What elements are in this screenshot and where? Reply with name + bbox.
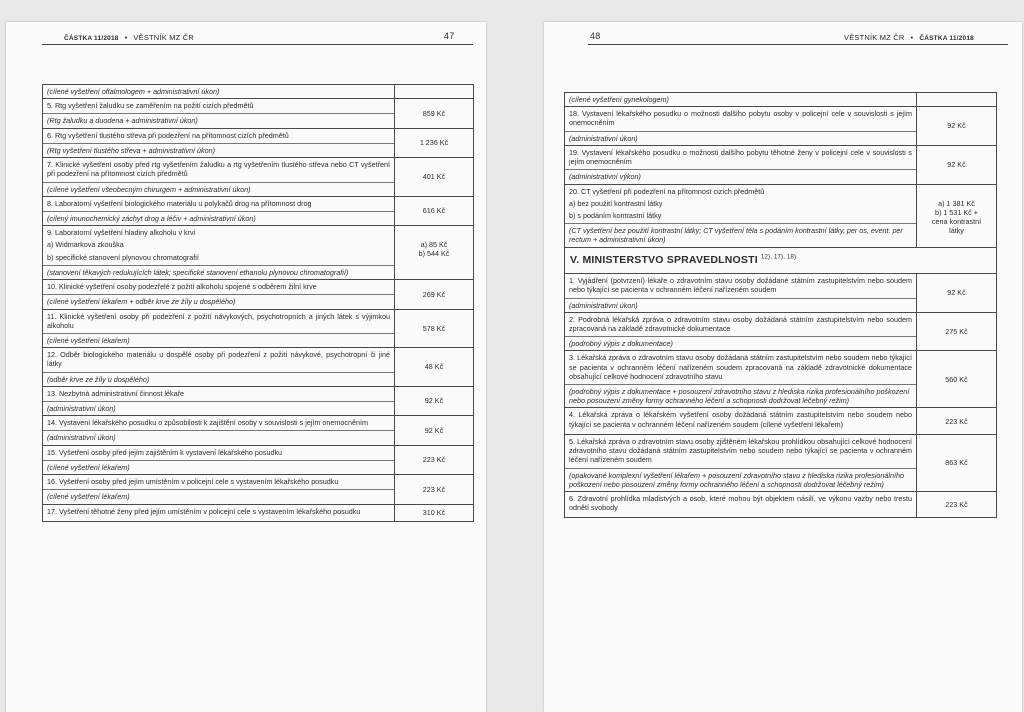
service-description	[43, 99, 395, 128]
service-text: 17. Vyšetření těhotné ženy před jejím umístěním v policejní cele s vystavením lékařského posudku	[47, 506, 361, 516]
journal-title: VĚSTNÍK MZ ČR	[133, 33, 194, 42]
table-row	[43, 386, 474, 415]
service-text: 9. Laboratorní vyšetření hladiny alkoholu v krvi	[47, 228, 196, 238]
service-text: 14. Vystavení lékařského posudku o způsobilosti k zajištění osoby v souvislosti s jejím onemocněním	[47, 418, 368, 428]
service-text: 13. Nezbytná administrativní činnost lékaře	[47, 388, 185, 398]
service-note: (cílený imunochemický záchyt drog a léčiv + administrativní úkon)	[43, 211, 394, 223]
table-row	[565, 351, 997, 408]
service-description	[565, 93, 917, 107]
service-text: b) s podáním kontrastní látky	[569, 210, 662, 220]
table-row	[565, 312, 997, 351]
service-price	[917, 93, 997, 107]
service-text: 11. Klinické vyšetření osoby při podezření z požití návykových, psychotropních a jiných látek s výjimkou alkoholu	[47, 311, 390, 330]
service-price: 223 Kč	[395, 445, 474, 474]
service-text: 16. Vyšetření osoby před jejím umístěním v policejní cele s vystavením lékařského posudku	[47, 477, 339, 487]
service-text: 6. Rtg vyšetření tlustého střeva při podezření na přítomnost cizích předmětů	[47, 130, 289, 140]
service-text: 7. Klinické vyšetření osoby před rtg vyšetřením žaludku a rtg vyšetřením tlustého střeva nebo CT vyšetření při podezření na přítomnost cizích předmětů	[47, 160, 390, 179]
service-text: 3. Lékařská zpráva o zdravotním stavu osoby dožádaná státním zastupitelstvím nebo soudem nebo týkající se pacienta v ochranném léčení nařízeném soudem zpracovaná na základě zdravotnické dokumentace obsahující celkové hodnocení zdravotního stavu	[569, 353, 912, 381]
service-text: 2. Podrobná lékařská zpráva o zdravotním stavu osoby dožádaná státním zastupitelstvím nebo soudem zpracovaná na základě zdravotnické dokumentace	[569, 314, 912, 333]
service-description	[43, 475, 395, 504]
service-description	[43, 128, 395, 157]
right-page-header	[544, 30, 1022, 48]
service-text: 8. Laboratorní vyšetření biologického materiálu u polykačů drog na přítomnost drog	[47, 198, 312, 208]
service-note: (stanovení těkavých redukujících látek; specifické stanovení ethanolu plynovou chromatografií)	[43, 265, 394, 277]
section-heading-row	[565, 247, 997, 273]
journal-title: VĚSTNÍK MZ ČR	[844, 33, 905, 42]
table-row	[43, 158, 474, 197]
service-text: 1. Vyjádření (potvrzení) lékaře o zdravotním stavu osoby dožádané státním zastupitelstvím nebo soudem nebo týkající se pacienta v ochranném léčení nařízeném soudem	[569, 276, 912, 295]
service-price: 1 236 Kč	[395, 128, 474, 157]
service-note: (cílené vyšetření lékařem)	[43, 460, 394, 472]
service-text: b) specifické stanovení plynovou chromatografií	[47, 252, 199, 262]
table-row	[43, 226, 474, 280]
service-price: 269 Kč	[395, 280, 474, 309]
table-row	[43, 280, 474, 309]
issue-label: ČÁSTKA 11/2018	[919, 35, 974, 42]
service-description	[43, 280, 395, 309]
service-note: (Rtg žaludku a duodena + administrativní úkon)	[43, 113, 394, 125]
service-note: (cílené vyšetření všeobecným chirurgem + administrativní úkon)	[43, 182, 394, 194]
header-separator: •	[910, 33, 914, 42]
service-price: 275 Kč	[917, 312, 997, 351]
table-row	[43, 128, 474, 157]
service-price: a) 1 381 Kč b) 1 531 Kč + cena kontrastní látky	[917, 184, 997, 247]
table-row	[565, 107, 997, 146]
table-row	[43, 416, 474, 445]
service-text: 12. Odběr biologického materiálu u dospělé osoby při podezření z požití návykové, psychotropní či jiné látky	[47, 350, 390, 369]
service-description	[43, 196, 395, 225]
service-description	[565, 492, 917, 518]
service-price: 223 Kč	[917, 408, 997, 434]
table-row	[565, 408, 997, 434]
service-text: 19. Vystavení lékařského posudku o možnosti dalšího pobytu těhotné ženy v policejní cele v souvislosti s jejím onemocněním	[569, 147, 912, 167]
service-description	[43, 85, 395, 99]
table-row	[43, 504, 474, 521]
service-note: (administrativní úkon)	[565, 131, 916, 143]
service-description	[43, 504, 395, 521]
service-price: 560 Kč	[917, 351, 997, 408]
service-text: 18. Vystavení lékařského posudku o možnosti dalšího pobytu osoby v policejní cele v souvislosti s jejím onemocněním	[569, 109, 912, 128]
service-price: 401 Kč	[395, 158, 474, 197]
left-page-header	[6, 30, 486, 48]
service-text: a) bez použití kontrastní látky	[569, 198, 663, 208]
table-row	[43, 85, 474, 99]
service-description	[43, 158, 395, 197]
service-price: a) 85 Kč b) 544 Kč	[395, 226, 474, 280]
service-note: (opakované komplexní vyšetření lékařem + posouzení zdravotního stavu z hlediska rizika profesionálního poškození nebo posouzení změny formy ochranného léčení a schopnosti dodržovat léčebný režim)	[565, 468, 916, 489]
issue-label: ČÁSTKA 11/2018	[64, 35, 119, 42]
service-note: (podrobný výpis z dokumentace)	[565, 336, 916, 348]
table-row	[43, 99, 474, 128]
service-note: (podrobný výpis z dokumentace + posouzení zdravotního stavu z hlediska rizika profesionálního poškození nebo posouzení změny formy ochranného léčení a schopnosti dodržovat léčebný režim)	[565, 384, 916, 405]
service-description	[565, 434, 917, 491]
service-note: (odběr krve ze žíly u dospělého)	[43, 372, 394, 384]
table-row	[565, 274, 997, 313]
header-rule	[42, 44, 473, 45]
service-note: (administrativní úkon)	[43, 430, 394, 442]
service-description	[565, 145, 917, 184]
service-price: 92 Kč	[395, 386, 474, 415]
service-price: 578 Kč	[395, 309, 474, 348]
service-description	[565, 274, 917, 313]
page-number: 48	[590, 31, 601, 41]
table-row	[43, 309, 474, 348]
table-row	[565, 434, 997, 491]
service-note: (Rtg vyšetření tlustého střeva + administrativní úkon)	[43, 143, 394, 155]
header-separator: •	[124, 33, 128, 42]
table-row	[565, 145, 997, 184]
service-note: (administrativní výkon)	[565, 169, 916, 181]
table-row	[43, 196, 474, 225]
service-text: a) Widmarkova zkouška	[47, 240, 124, 250]
fee-table-right	[564, 92, 997, 518]
service-text: 5. Lékařská zpráva o zdravotním stavu osoby zjištěném lékařskou prohlídkou obsahující celkové hodnocení zdravotního stavu dožádaná státním zastupitelstvím nebo soudem nebo týkající se pacienta v ochranném léčení nařízeném soudem	[569, 436, 912, 465]
service-description	[565, 351, 917, 408]
service-price: 92 Kč	[917, 107, 997, 146]
service-price: 223 Kč	[917, 492, 997, 518]
service-description	[43, 348, 395, 387]
section-refs: 12), 17), 18)	[760, 254, 797, 261]
service-price: 223 Kč	[395, 475, 474, 504]
table-row	[565, 93, 997, 107]
service-price: 92 Kč	[917, 274, 997, 313]
service-price	[395, 85, 474, 99]
service-text: 20. CT vyšetření při podezření na přítomnost cizích předmětů	[569, 186, 765, 196]
service-price: 92 Kč	[917, 145, 997, 184]
service-text: 4. Lékařská zpráva o lékařském vyšetření osoby dožádaná státním zastupitelstvím nebo soudem nebo týkající se pacienta v ochranném léčení nařízeném soudem (cílené vyšetření lékařem)	[569, 410, 912, 429]
section-title: V. MINISTERSTVO SPRAVEDLNOSTI	[570, 253, 758, 266]
service-price: 310 Kč	[395, 504, 474, 521]
table-row	[43, 348, 474, 387]
left-page	[6, 22, 486, 712]
service-price: 863 Kč	[917, 434, 997, 491]
service-description	[565, 408, 917, 434]
service-text: 6. Zdravotní prohlídka mladistvých a osob, které mohou být objektem násilí, ve výkonu vazby nebo trestu odnětí svobody	[569, 494, 912, 513]
service-price: 859 Kč	[395, 99, 474, 128]
service-note: (administrativní úkon)	[565, 298, 916, 310]
service-price: 92 Kč	[395, 416, 474, 445]
service-text: 15. Vyšetření osoby před jejím zajištěním k vystavení lékařského posudku	[47, 447, 283, 457]
table-row	[565, 184, 997, 247]
service-description	[565, 107, 917, 146]
service-price: 48 Kč	[395, 348, 474, 387]
service-note: (cílené vyšetření lékařem)	[43, 333, 394, 345]
service-description	[43, 445, 395, 474]
service-description	[43, 386, 395, 415]
section-heading	[565, 247, 997, 273]
service-price: 616 Kč	[395, 196, 474, 225]
table-row	[565, 492, 997, 518]
service-description	[43, 309, 395, 348]
service-note: (cílené vyšetření lékařem)	[43, 489, 394, 501]
service-note: (CT vyšetření bez použití kontrastní látky; CT vyšetření těla s podáním kontrastní látky, per os, event. per rectum + administrativní úkon)	[565, 223, 916, 244]
service-text: 10. Klinické vyšetření osoby podezřelé z požití alkoholu spojené s odběrem žilní krve	[47, 282, 317, 292]
table-row	[43, 445, 474, 474]
service-note: (administrativní úkon)	[43, 401, 394, 413]
service-note: (cílené vyšetření oftalmologem + administrativní úkon)	[47, 87, 220, 96]
service-note: (cílené vyšetření gynekologem)	[569, 95, 669, 104]
service-description	[43, 226, 395, 280]
table-row	[43, 475, 474, 504]
service-text: 5. Rtg vyšetření žaludku se zaměřením na požití cizích předmětů	[47, 101, 254, 111]
fee-table-left	[42, 84, 474, 522]
service-note: (cílené vyšetření lékařem + odběr krve ze žíly u dospělého)	[43, 294, 394, 306]
service-description	[43, 416, 395, 445]
service-description	[565, 312, 917, 351]
header-rule	[588, 44, 1008, 45]
right-page	[544, 22, 1022, 712]
service-description	[565, 184, 917, 247]
page-number: 47	[444, 31, 455, 41]
